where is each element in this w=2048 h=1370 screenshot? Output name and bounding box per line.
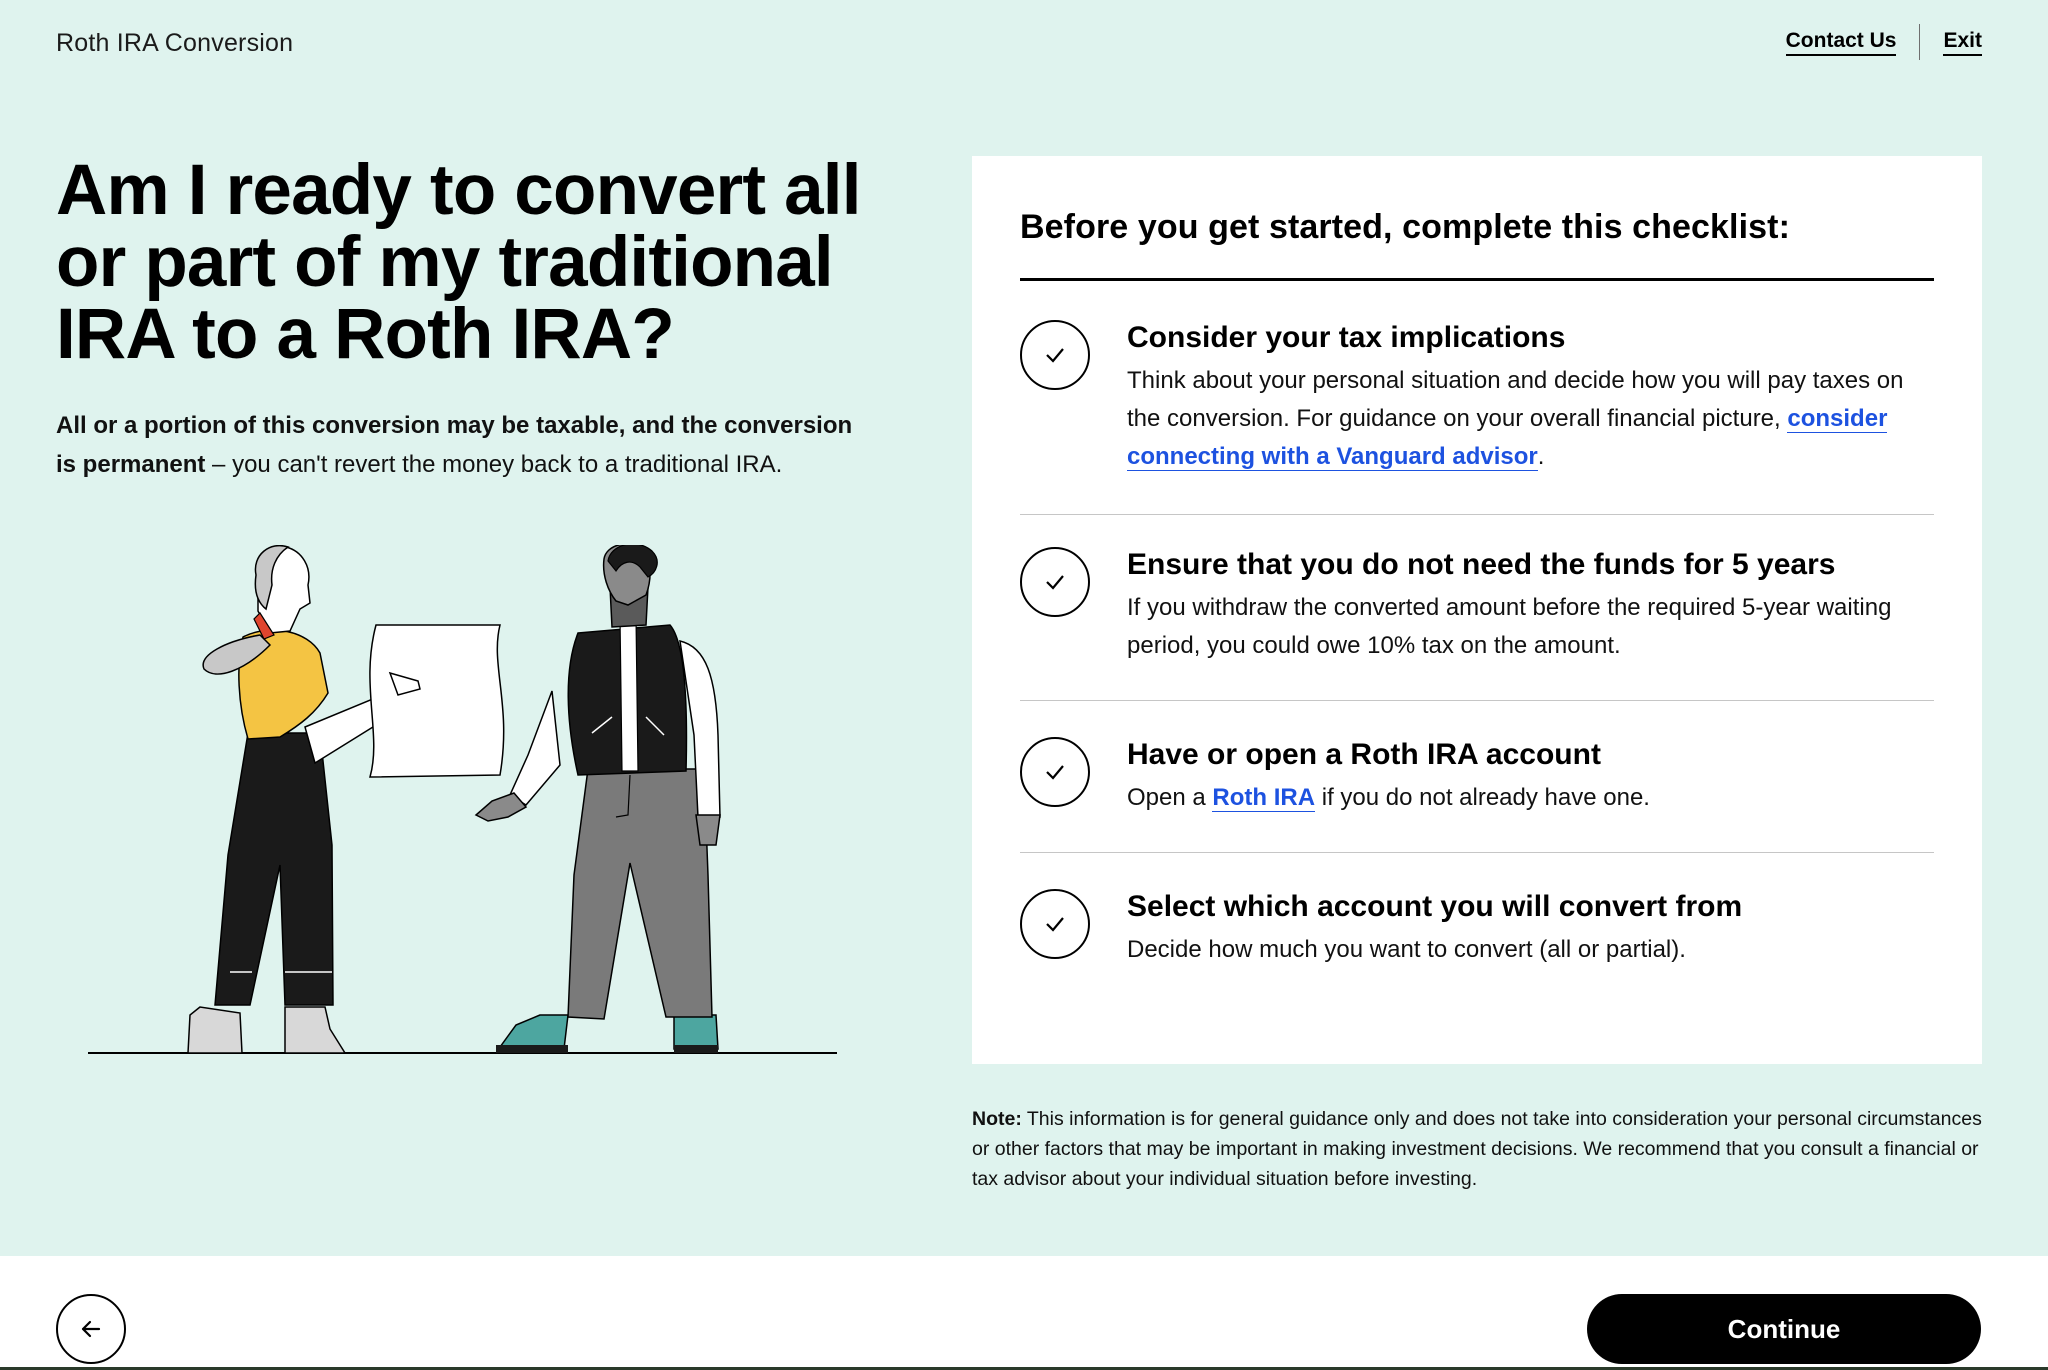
checklist-item-description-end: . <box>1537 443 1545 470</box>
intro-text-rest: – you can't revert the money back to a traditional IRA. <box>205 450 783 478</box>
vanguard-advisor-link[interactable]: consider connecting with a Vanguard advisor <box>1127 405 1888 470</box>
checklist-item-title: Select which account you will convert from <box>1127 890 1743 923</box>
checkmark-icon <box>1020 737 1090 807</box>
checklist-item-description <box>1127 779 1937 817</box>
checklist-item-funds <box>1020 547 1934 701</box>
arrow-left-icon <box>78 1316 104 1342</box>
checklist-item-select-account <box>1020 889 1934 989</box>
app-title: Roth IRA Conversion <box>56 29 294 57</box>
checkmark-icon <box>1020 889 1090 959</box>
intro-text <box>56 407 856 484</box>
two-people-reviewing-document-illustration <box>80 545 850 1070</box>
checklist-item-title: Ensure that you do not need the funds for 5 years <box>1127 548 1836 581</box>
footer-bar <box>0 1256 2048 1370</box>
checklist-item-tax <box>1020 320 1934 515</box>
disclaimer-note <box>972 1104 1982 1194</box>
checklist-item-title: Consider your tax implications <box>1127 321 1566 354</box>
back-button[interactable] <box>56 1294 126 1364</box>
checklist-item-roth-account <box>1020 737 1934 853</box>
top-bar <box>0 0 2048 90</box>
checklist-card <box>972 156 1982 1064</box>
checklist-heading: Before you get started, complete this checklist: <box>1020 208 1790 246</box>
checklist-item-description-text: Think about your personal situation and decide how you will pay taxes on the conversion. For guidance on your overall financial picture, <box>1127 367 1904 432</box>
checkmark-icon <box>1020 547 1090 617</box>
intro-text-bold: All or a portion of this conversion may be taxable, and the conversion is permanent <box>56 412 853 478</box>
roth-ira-link[interactable]: Roth IRA <box>1212 784 1316 811</box>
checklist-item-description <box>1127 362 1937 476</box>
note-text: This information is for general guidance only and does not take into consideration your personal circumstances or other factors that may be important in making investment decisions. We recommend that you consult a financial or tax advisor about your individual situation before investing. <box>972 1108 1982 1190</box>
page-title: Am I ready to convert all or part of my traditional IRA to a Roth IRA? <box>56 151 861 374</box>
continue-button[interactable]: Continue <box>1587 1294 1981 1364</box>
checklist-item-description-text: Open a <box>1127 784 1213 811</box>
checklist-heading-rule <box>1020 278 1934 281</box>
checklist-item-description-end: if you do not already have one. <box>1315 784 1650 811</box>
link-divider <box>1919 24 1920 60</box>
checklist-item-description: If you withdraw the converted amount before the required 5-year waiting period, you could owe 10% tax on the amount. <box>1127 594 1892 659</box>
exit-link[interactable]: Exit <box>1943 28 1982 55</box>
checklist-item-description: Decide how much you want to convert (all or partial). <box>1127 936 1686 963</box>
checklist-item-title: Have or open a Roth IRA account <box>1127 738 1601 771</box>
contact-us-link[interactable]: Contact Us <box>1786 28 1897 55</box>
top-links <box>1786 24 1982 60</box>
checkmark-icon <box>1020 320 1090 390</box>
note-label: Note: <box>972 1108 1022 1130</box>
